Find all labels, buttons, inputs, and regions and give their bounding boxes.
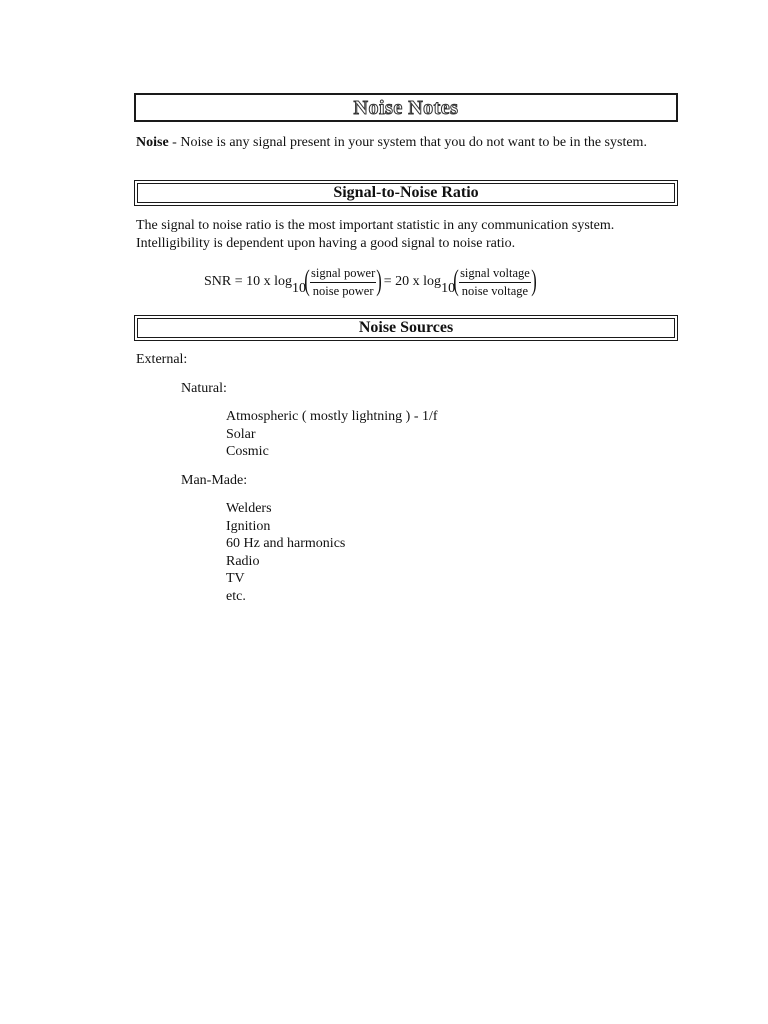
list-item: Solar	[226, 426, 256, 442]
sources-heading-box	[134, 315, 678, 341]
snr-heading: Signal-to-Noise Ratio	[333, 184, 479, 201]
power-numerator: signal power	[310, 266, 376, 283]
list-item: Cosmic	[226, 444, 269, 459]
power-fraction	[310, 266, 376, 299]
list-item: 60 Hz and harmonics	[226, 536, 346, 551]
noise-term: Noise	[136, 135, 169, 150]
natural-list	[226, 408, 438, 461]
list-item: Radio	[226, 553, 260, 569]
snr-heading-box	[134, 180, 678, 206]
natural-label: Natural:	[181, 381, 227, 396]
close-paren-1: )	[376, 264, 383, 297]
voltage-fraction	[459, 266, 531, 299]
list-item: Atmospheric ( mostly lightning ) - 1/f	[226, 409, 438, 424]
open-paren-1: (	[304, 264, 310, 297]
sources-heading: Noise Sources	[358, 319, 454, 336]
equation-subscript-2: 10	[441, 281, 456, 296]
voltage-numerator: signal voltage	[459, 266, 531, 283]
open-paren-2: (	[453, 264, 459, 297]
noise-definition-text: - Noise is any signal present in your system that you do not want to be in the system.	[168, 135, 647, 150]
power-denominator: noise power	[312, 283, 374, 298]
noise-definition	[136, 134, 676, 152]
list-item: TV	[226, 571, 245, 586]
voltage-denominator: noise voltage	[461, 283, 529, 298]
close-paren-2: )	[531, 264, 537, 297]
equation-middle: = 20 x log	[380, 274, 442, 289]
manmade-label: Man-Made:	[181, 473, 248, 488]
manmade-list	[226, 500, 345, 605]
external-label: External:	[136, 352, 188, 367]
list-item: etc.	[226, 588, 246, 604]
equation-subscript-1: 10	[292, 281, 307, 296]
title-box	[134, 93, 678, 122]
list-item: Welders	[226, 501, 272, 516]
snr-paragraph: The signal to noise ratio is the most important statistic in any communication system. Intelligibility is dependent upon having a good signal to noise ratio.	[136, 218, 615, 251]
snr-equation	[204, 262, 535, 302]
list-item: Ignition	[226, 518, 271, 534]
equation-lhs: SNR = 10 x log	[204, 274, 293, 289]
page-title: Noise Notes	[353, 97, 459, 119]
